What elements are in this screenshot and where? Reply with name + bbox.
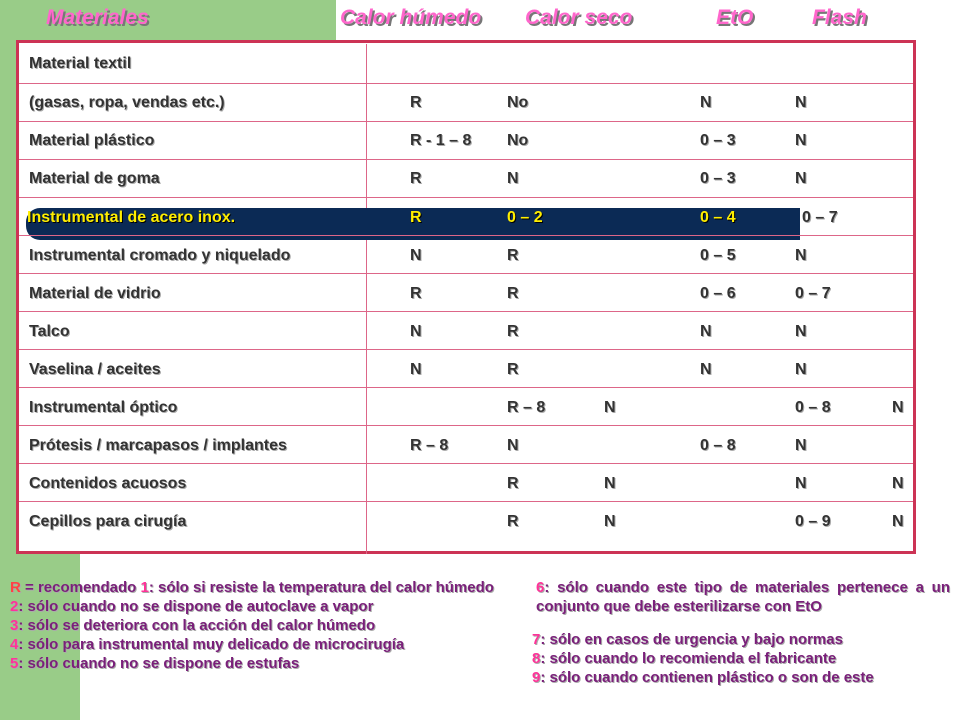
header-flash: Flash bbox=[812, 6, 867, 29]
cell-flash: 0 – 7 bbox=[795, 285, 831, 302]
cell-calor-humedo: R bbox=[410, 94, 422, 111]
legend-line bbox=[10, 597, 510, 616]
legend-text: : sólo cuando lo recomienda el fabricante bbox=[540, 650, 837, 667]
legend-line bbox=[10, 578, 510, 597]
legend-text: : sólo para instrumental muy delicado de microcirugía bbox=[18, 636, 405, 653]
cell-material: (gasas, ropa, vendas etc.) bbox=[29, 94, 225, 111]
cell-flash: 0 – 7 bbox=[802, 209, 838, 226]
cell-flash-extra: N bbox=[892, 513, 904, 530]
cell-material: Material plástico bbox=[29, 132, 155, 149]
cell-calor-seco: 0 – 2 bbox=[507, 209, 543, 226]
cell-eto: N bbox=[700, 361, 712, 378]
legend-text: : sólo en casos de urgencia y bajo normas bbox=[540, 631, 843, 648]
cell-calor-seco: R bbox=[507, 361, 519, 378]
legend-key: 8 bbox=[532, 650, 541, 667]
cell-flash: N bbox=[795, 361, 807, 378]
cell-calor-seco-extra: N bbox=[604, 513, 616, 530]
cell-calor-humedo: R bbox=[410, 170, 422, 187]
cell-material: Material de vidrio bbox=[29, 285, 161, 302]
cell-material: Prótesis / marcapasos / implantes bbox=[29, 437, 287, 454]
cell-calor-seco-extra: N bbox=[604, 399, 616, 416]
cell-material: Instrumental de acero inox. bbox=[27, 209, 236, 226]
legend-text: : sólo cuando contienen plástico o son de este bbox=[540, 669, 874, 686]
cell-calor-seco: R – 8 bbox=[507, 399, 546, 416]
cell-flash: N bbox=[795, 170, 807, 187]
legend-text: = recomendado bbox=[20, 579, 141, 596]
cell-eto: 0 – 4 bbox=[700, 209, 736, 226]
cell-material: Cepillos para cirugía bbox=[29, 513, 187, 530]
legend-line bbox=[10, 654, 510, 673]
cell-material: Contenidos acuosos bbox=[29, 475, 187, 492]
cell-calor-seco: N bbox=[507, 170, 519, 187]
cell-flash: N bbox=[795, 132, 807, 149]
cell-calor-humedo: N bbox=[410, 361, 422, 378]
cell-calor-humedo: N bbox=[410, 247, 422, 264]
cell-eto: 0 – 5 bbox=[700, 247, 736, 264]
legend-key: 6 bbox=[536, 579, 545, 596]
table-row bbox=[19, 122, 913, 160]
cell-calor-humedo: R bbox=[410, 285, 422, 302]
legend-line bbox=[10, 635, 510, 654]
cell-calor-humedo: R - 1 – 8 bbox=[410, 132, 472, 149]
cell-flash: N bbox=[795, 94, 807, 111]
legend-line bbox=[532, 649, 956, 668]
legend-text: : sólo si resiste la temperatura del calor húmedo bbox=[148, 579, 494, 596]
cell-flash: N bbox=[795, 247, 807, 264]
cell-material: Talco bbox=[29, 323, 70, 340]
table-row bbox=[19, 84, 913, 122]
legend-text: : sólo cuando no se dispone de estufas bbox=[18, 655, 300, 672]
cell-material: Instrumental cromado y niquelado bbox=[29, 247, 291, 264]
cell-material: Material de goma bbox=[29, 170, 160, 187]
legend-key: 4 bbox=[10, 636, 19, 653]
cell-calor-humedo: N bbox=[410, 323, 422, 340]
cell-eto: N bbox=[700, 323, 712, 340]
legend-key: 2 bbox=[10, 598, 19, 615]
cell-flash: N bbox=[795, 323, 807, 340]
table-row bbox=[19, 312, 913, 350]
legend-text: : sólo cuando no se dispone de autoclave a vapor bbox=[18, 598, 374, 615]
table-row bbox=[19, 426, 913, 464]
cell-flash: N bbox=[795, 437, 807, 454]
table-row bbox=[19, 236, 913, 274]
table-row bbox=[19, 350, 913, 388]
table-row bbox=[19, 502, 913, 539]
cell-calor-humedo: R bbox=[410, 209, 422, 226]
cell-calor-seco: R bbox=[507, 247, 519, 264]
cell-material: Vaselina / aceites bbox=[29, 361, 161, 378]
cell-calor-seco-extra: N bbox=[604, 475, 616, 492]
cell-calor-seco: R bbox=[507, 513, 519, 530]
legend-key: 7 bbox=[532, 631, 541, 648]
header-materiales: Materiales bbox=[46, 6, 149, 29]
cell-flash: N bbox=[795, 475, 807, 492]
table-row bbox=[19, 160, 913, 198]
table-header bbox=[0, 6, 960, 36]
cell-flash-extra: N bbox=[892, 399, 904, 416]
table-row bbox=[19, 388, 913, 426]
cell-flash: 0 – 8 bbox=[795, 399, 831, 416]
cell-calor-seco: R bbox=[507, 285, 519, 302]
legend-right-top bbox=[536, 578, 950, 616]
legend-key: R bbox=[10, 579, 21, 596]
table-row bbox=[19, 274, 913, 312]
cell-calor-seco: R bbox=[507, 323, 519, 340]
cell-flash: 0 – 9 bbox=[795, 513, 831, 530]
cell-eto: 0 – 3 bbox=[700, 132, 736, 149]
legend-key: 5 bbox=[10, 655, 19, 672]
table-row-highlighted bbox=[19, 198, 913, 236]
cell-calor-humedo: R – 8 bbox=[410, 437, 449, 454]
legend-text: : sólo se deteriora con la acción del calor húmedo bbox=[18, 617, 376, 634]
cell-eto: 0 – 8 bbox=[700, 437, 736, 454]
cell-flash-extra: N bbox=[892, 475, 904, 492]
legend-key: 9 bbox=[532, 669, 541, 686]
legend-text: : sólo cuando este tipo de materiales pertenece a un conjunto que debe esterilizarse con EtO bbox=[536, 579, 950, 615]
legend-line bbox=[10, 616, 510, 635]
cell-calor-seco: No bbox=[507, 132, 529, 149]
table-row bbox=[19, 46, 913, 84]
legend-key: 3 bbox=[10, 617, 19, 634]
legend-line bbox=[532, 630, 956, 649]
legend-line bbox=[536, 578, 950, 616]
legend-left bbox=[10, 578, 510, 673]
legend-line bbox=[532, 668, 956, 687]
cell-eto: N bbox=[700, 94, 712, 111]
cell-eto: 0 – 3 bbox=[700, 170, 736, 187]
header-calor-seco: Calor seco bbox=[525, 6, 633, 29]
header-eto: EtO bbox=[716, 6, 754, 29]
legend-key: 1 bbox=[140, 579, 149, 596]
table-row bbox=[19, 464, 913, 502]
header-calor-humedo: Calor húmedo bbox=[340, 6, 482, 29]
cell-calor-seco: N bbox=[507, 437, 519, 454]
cell-calor-seco: No bbox=[507, 94, 529, 111]
legend-right-bottom bbox=[532, 630, 956, 687]
cell-eto: 0 – 6 bbox=[700, 285, 736, 302]
cell-material: Material textil bbox=[29, 55, 132, 72]
cell-material: Instrumental óptico bbox=[29, 399, 178, 416]
cell-calor-seco: R bbox=[507, 475, 519, 492]
